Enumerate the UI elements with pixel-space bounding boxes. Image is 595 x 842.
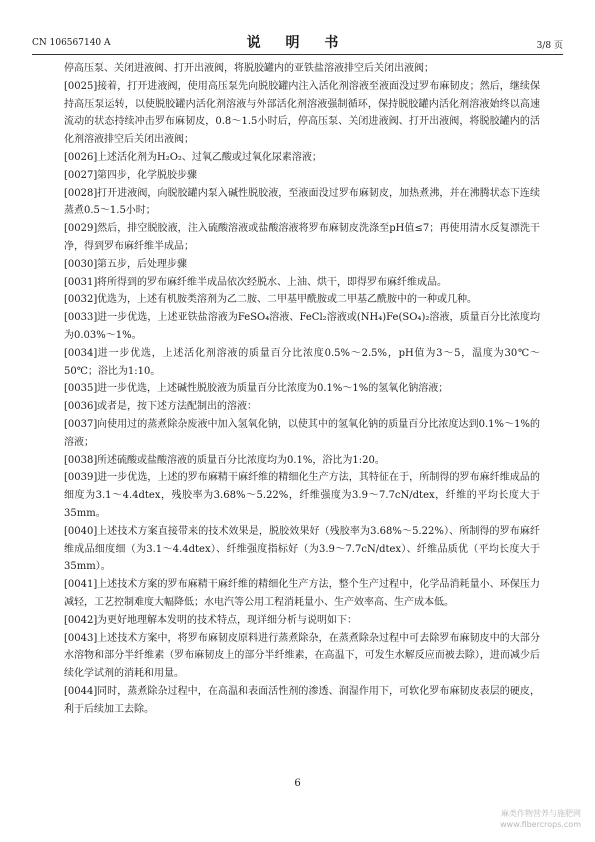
paragraph-number: [0041] <box>64 579 98 591</box>
page-header <box>30 32 565 52</box>
paragraph-text: 打开进液阀，向脱胶罐内泵入碱性脱胶液，至液面没过罗布麻韧皮，加热煮沸，并在沸腾状态下连续蒸煮0.5～1.5小时； <box>64 187 540 217</box>
paragraph-number: [0031] <box>64 276 98 288</box>
paragraph-number: [0026] <box>64 151 98 163</box>
paragraph-0038 <box>64 452 540 470</box>
paragraph-text: 优选为，上述有机胺类溶剂为乙二胺、二甲基甲酰胺或二甲基乙酰胺中的一种或几种。 <box>97 294 477 306</box>
paragraph-number: [0027] <box>64 169 98 181</box>
paragraph-text: 同时，蒸煮除杂过程中，在高温和表面活性剂的渗透、润湿作用下，可软化罗布麻韧皮表层的硬皮，利于后续加工去除。 <box>64 685 540 715</box>
paragraph-0043 <box>64 630 540 683</box>
paragraph-number: [0034] <box>64 347 98 359</box>
paragraph-0041 <box>64 576 540 612</box>
paragraph-text: 或者是，按下述方法配制出的溶液： <box>97 401 257 413</box>
paragraph-number: [0037] <box>64 418 98 430</box>
paragraph-0029 <box>64 220 540 256</box>
paragraph-number: [0033] <box>64 312 98 324</box>
header-rule <box>32 54 563 55</box>
description-body <box>64 60 540 718</box>
paragraph-0042 <box>64 612 540 630</box>
paragraph-text: 进一步优选，上述的罗布麻精干麻纤维的精细化生产方法，其特征在于，所制得的罗布麻纤维成品的细度为3.1～4.4dtex，残胶率为3.68%～5.22%，纤维强度为3.9～7.7cN/dtex，纤维的平均长度大于35mm。 <box>64 472 540 519</box>
paragraph-0035 <box>64 380 540 398</box>
watermark-url: www.fibercrops.com <box>500 820 581 829</box>
paragraph-0032 <box>64 291 540 309</box>
paragraph-number: [0032] <box>64 294 98 306</box>
paragraph-text: 进一步优选，上述碱性脱胶液为质量百分比浓度为0.1%～1%的氢氧化钠溶液； <box>97 383 449 395</box>
paragraph-0026 <box>64 149 540 167</box>
paragraph-number: [0036] <box>64 401 98 413</box>
paragraph-0033 <box>64 309 540 345</box>
paragraph-text: 所述硫酸或盐酸溶液的质量百分比浓度均为0.1%，浴比为1:20。 <box>97 454 385 466</box>
paragraph-0039 <box>64 469 540 522</box>
paragraph-0034 <box>64 345 540 381</box>
paragraph-0040 <box>64 523 540 576</box>
paragraph-0025 <box>64 78 540 149</box>
paragraph-number: [0029] <box>64 223 98 235</box>
paragraph-number: [0038] <box>64 454 98 466</box>
paragraph-text: 将所得到的罗布麻纤维半成品依次经脱水、上油、烘干，即得罗布麻纤维成品。 <box>97 276 447 288</box>
paragraph-text: 上述活化剂为H₂O₂、过氧乙酸或过氧化尿素溶液； <box>97 151 322 163</box>
paragraph-text: 进一步优选，上述亚铁盐溶液为FeSO₄溶液、FeCl₂溶液或(NH₄)Fe(SO₄)₂溶液，质量百分比浓度均为0.03%～1%。 <box>64 312 540 341</box>
paragraph-number: [0043] <box>64 632 98 644</box>
paragraph-text: 进一步优选，上述活化剂溶液的质量百分比浓度0.5%～2.5%，pH值为3～5，温度为30℃～50℃；浴比为1:10。 <box>64 347 540 377</box>
paragraph-text: 第五步，后处理步骤 <box>97 258 187 270</box>
paragraph-number: [0030] <box>64 258 98 270</box>
watermark-site-name: 麻类作物营养与施肥网 <box>501 809 581 818</box>
paragraph-number: [0025] <box>64 80 98 92</box>
paragraph-0028 <box>64 185 540 221</box>
patent-number: CN 106567140 A <box>32 38 111 48</box>
document-title: 说 明 书 <box>246 35 349 51</box>
paragraph-text: 第四步，化学脱胶步骤 <box>97 169 197 181</box>
paragraph-0036 <box>64 398 540 416</box>
paragraph-text: 接着，打开进液阀，使用高压泵先向脱胶罐内注入活化剂溶液至液面没过罗布麻韧皮；然后，继续保持高压泵运转，以使脱胶罐内活化剂溶液与外部活化剂溶液强制循环，保持脱胶罐内活化剂溶液始终以高速流动的状态持续冲击罗布麻韧皮，0.8～1.5小时后，停高压泵、关闭进液阀、打开出液阀，将脱胶罐内的活化剂溶液排空后关闭出液阀； <box>64 80 540 146</box>
watermark <box>500 808 581 830</box>
paragraph-number: [0042] <box>64 614 98 626</box>
paragraph-0030 <box>64 256 540 274</box>
paragraph-text: 上述技术方案直接带来的技术效果是，脱胶效果好（残胶率为3.68%～5.22%）、所制得的罗布麻纤维成品细度细（为3.1～4.4dtex）、纤维强度指标好（为3.9～7.7cN/dtex）、纤维品质优（平均长度大于35mm）。 <box>64 525 540 573</box>
paragraph-text: 为更好地理解本发明的技术特点，现详细分析与说明如下： <box>97 614 357 626</box>
paragraph-number: [0044] <box>64 685 98 697</box>
paragraph-0027 <box>64 167 540 185</box>
paragraph-number: [0040] <box>64 525 98 537</box>
paragraph-text: 上述技术方案中，将罗布麻韧皮原料进行蒸煮除杂，在蒸煮除杂过程中可去除罗布麻韧皮中的大部分水溶物和部分半纤维素（罗布麻韧皮上的部分半纤维素，在高温下，可发生水解反应而被去除），进而减少后续化学试剂的消耗和用量。 <box>64 632 540 680</box>
paragraph-continuation: 停高压泵、关闭进液阀、打开出液阀，将脱胶罐内的亚铁盐溶液排空后关闭出液阀； <box>64 63 434 74</box>
paragraph-text: 上述技术方案的罗布麻精干麻纤维的精细化生产方法，整个生产过程中，化学品消耗量小、环保压力减轻，工艺控制难度大幅降低；水电汽等公用工程消耗量小、生产效率高、生产成本低。 <box>64 579 540 608</box>
page-number: 6 <box>294 778 301 789</box>
paragraph-number: [0039] <box>64 472 98 484</box>
paragraph-number: [0028] <box>64 187 98 199</box>
paragraph-0031 <box>64 274 540 292</box>
paragraph-0037 <box>64 416 540 452</box>
paragraph-text: 然后，排空脱胶液，注入硫酸溶液或盐酸溶液将罗布麻韧皮洗涤至pH值≤7；再使用清水反复漂洗干净，得到罗布麻纤维半成品； <box>64 223 540 252</box>
paragraph-text: 向使用过的蒸煮除杂废液中加入氢氧化钠，以使其中的氢氧化钠的质量百分比浓度达到0.1%～1%的溶液； <box>64 418 540 448</box>
paragraph-0044 <box>64 683 540 719</box>
page-indicator: 3/8 页 <box>536 41 563 51</box>
paragraph-number: [0035] <box>64 383 98 395</box>
